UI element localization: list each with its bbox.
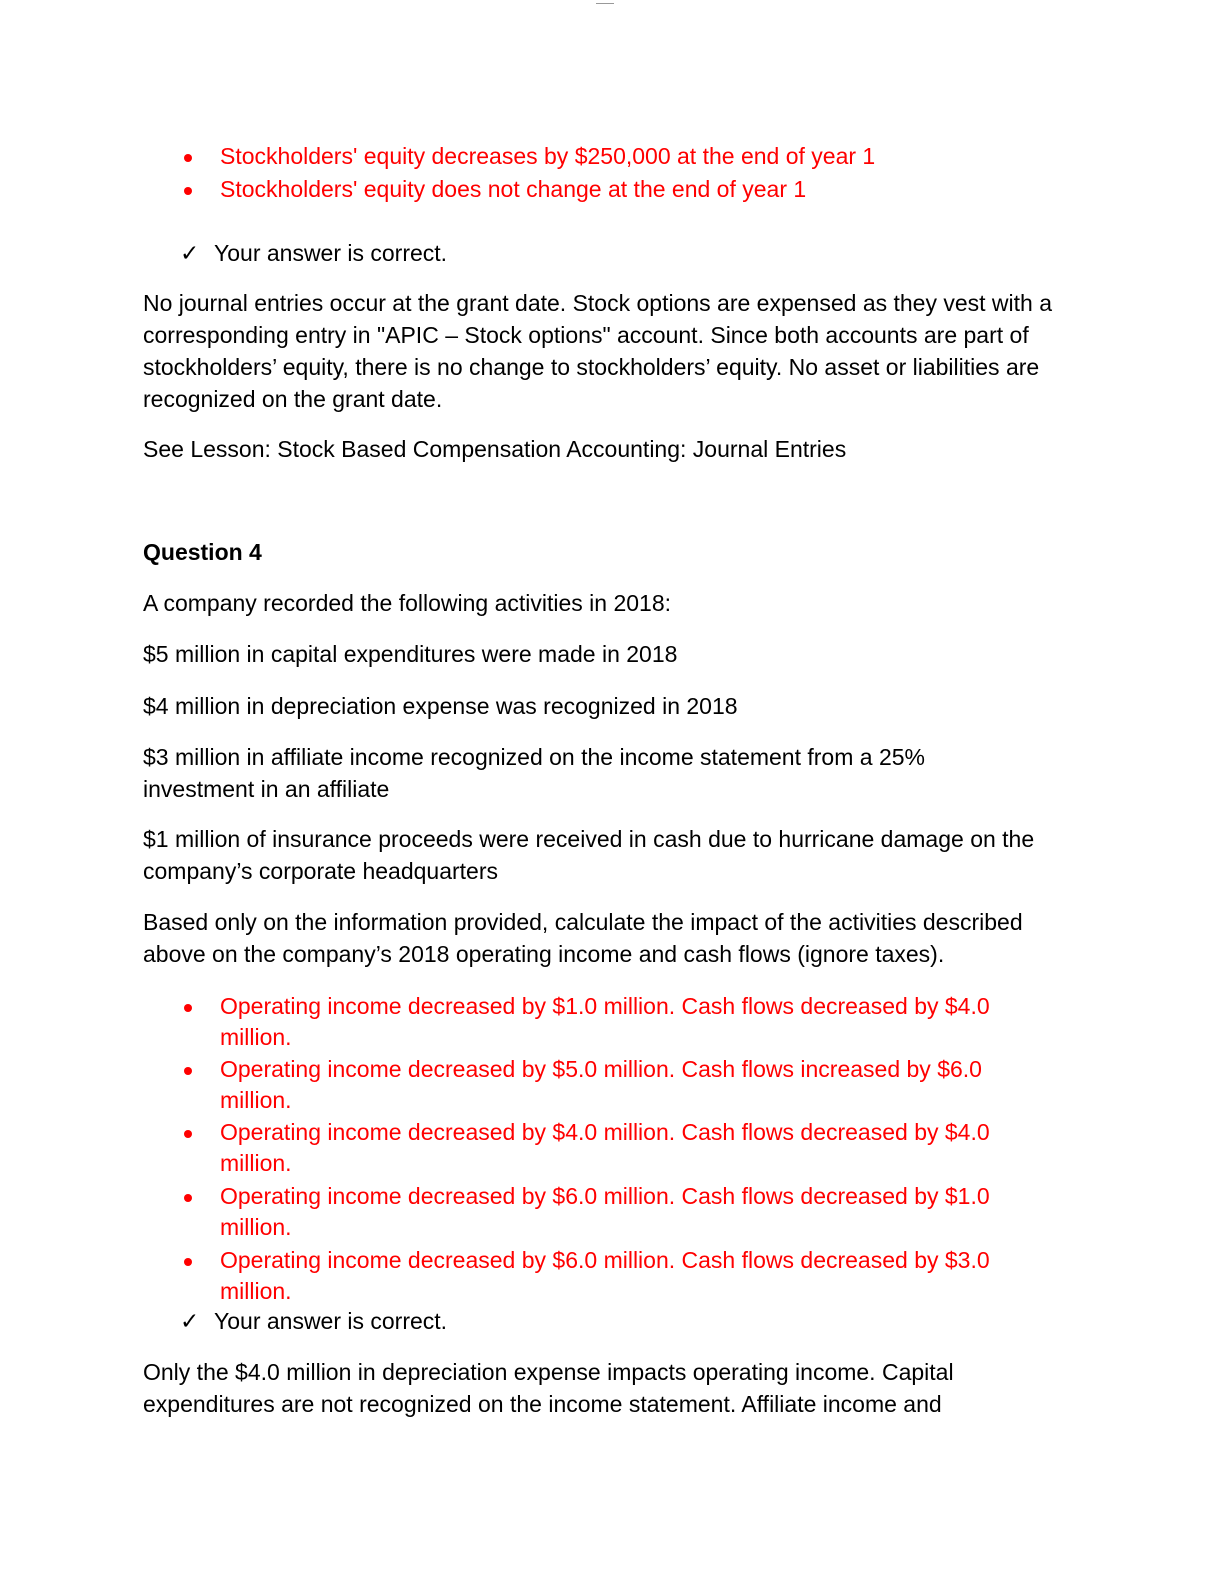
page-header-mark [596, 0, 614, 4]
bullet-icon [184, 154, 192, 162]
q4-option: Operating income decreased by $4.0 million. Cash flows decreased by $4.0 million. [220, 1117, 1020, 1179]
bullet-icon [184, 1004, 192, 1012]
q4-option: Operating income decreased by $5.0 million. Cash flows increased by $6.0 million. [220, 1054, 1020, 1116]
bullet-icon [184, 1130, 192, 1138]
bullet-icon [184, 1194, 192, 1202]
q4-activity-item: $4 million in depreciation expense was recognized in 2018 [143, 693, 738, 719]
q4-activity-item: $1 million of insurance proceeds were received in cash due to hurricane damage on the company’s corporate headquarters [143, 826, 1035, 884]
bullet-icon [184, 187, 192, 195]
bullet-icon [184, 1067, 192, 1075]
checkmark-icon: ✓ [180, 1308, 200, 1334]
q4-option: Operating income decreased by $6.0 million. Cash flows decreased by $3.0 million. [220, 1245, 1020, 1307]
q4-option-list [220, 991, 1020, 1307]
bullet-icon [184, 1258, 192, 1266]
q4-heading: Question 4 [143, 539, 262, 565]
q4-option: Operating income decreased by $6.0 million. Cash flows decreased by $1.0 million. [220, 1181, 1020, 1243]
q3-lesson-reference: See Lesson: Stock Based Compensation Accounting: Journal Entries [143, 436, 847, 462]
q4-prompt: Based only on the information provided, calculate the impact of the activities described above on the company’s 2018 operating income and cash flows (ignore taxes). [143, 909, 1023, 967]
q4-option: Operating income decreased by $1.0 million. Cash flows decreased by $4.0 million. [220, 991, 1020, 1053]
q3-option-list [220, 141, 1050, 205]
q4-intro: A company recorded the following activities in 2018: [143, 590, 672, 616]
q4-result [180, 1305, 447, 1337]
q3-result-text: Your answer is correct. [214, 240, 448, 266]
q3-result [180, 237, 447, 269]
q4-explanation: Only the $4.0 million in depreciation expense impacts operating income. Capital expenditures are not recognized on the income statement. Affiliate income and [143, 1359, 954, 1417]
checkmark-icon: ✓ [180, 240, 200, 266]
q4-result-text: Your answer is correct. [214, 1308, 448, 1334]
q4-activity-item: $3 million in affiliate income recognized on the income statement from a 25% investment in an affiliate [143, 744, 925, 802]
q3-option: Stockholders' equity decreases by $250,000 at the end of year 1 [220, 141, 1050, 172]
q3-option: Stockholders' equity does not change at the end of year 1 [220, 174, 1050, 205]
q4-activity-item: $5 million in capital expenditures were made in 2018 [143, 641, 678, 667]
q3-explanation: No journal entries occur at the grant date. Stock options are expensed as they vest with a corresponding entry in "APIC – Stock options" account. Since both accounts are part of stockholders’ equity, there is no change to stockholders’ equity. No asset or liabilities are recognized on the grant date. [143, 290, 1053, 412]
